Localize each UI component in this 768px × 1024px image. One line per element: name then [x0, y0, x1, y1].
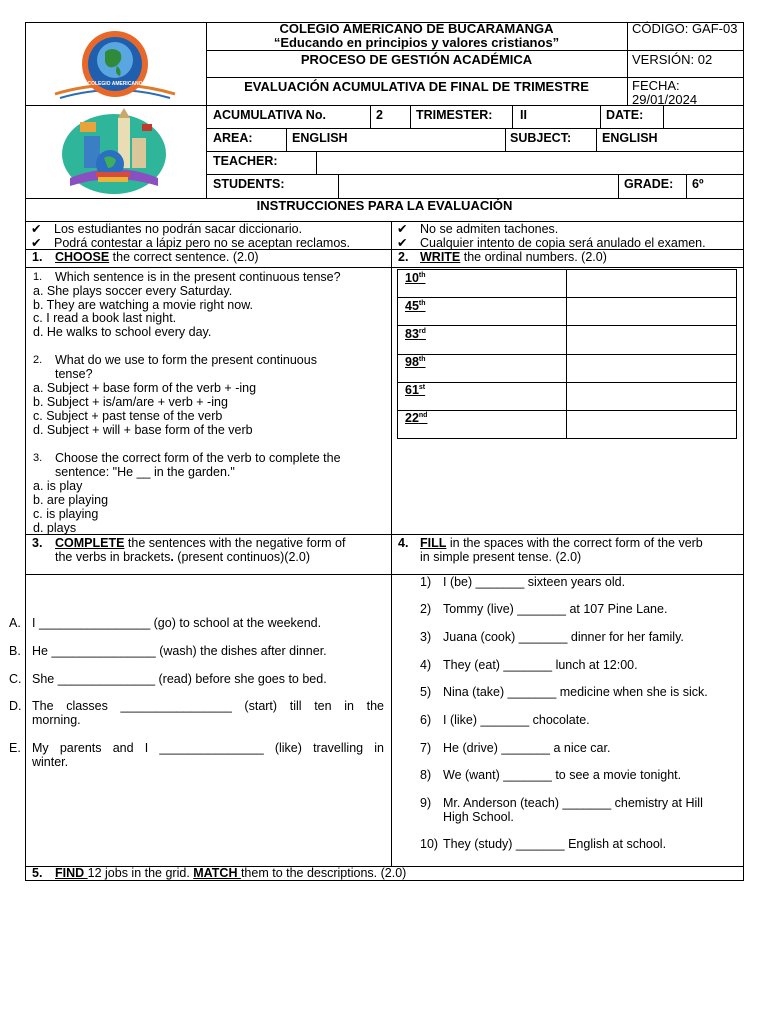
instruction-check-3: ✔	[397, 222, 408, 236]
q2-text-2: tense?	[55, 367, 93, 381]
instruction-left-1: Los estudiantes no podrán sacar diccionario.	[54, 222, 303, 236]
section1-verb: CHOOSE	[55, 250, 110, 264]
s4-num-4: 4)	[420, 658, 432, 672]
section1-number: 1.	[32, 250, 43, 264]
s4-item-8[interactable]: We (want) _______ to see a movie tonight.	[443, 768, 682, 782]
s3-item-d[interactable]: The classes ________________ (start) till ten in the	[32, 699, 384, 713]
q1-text: Which sentence is in the present continuous tense?	[55, 270, 341, 284]
q3-text-2: sentence: "He __ in the garden."	[55, 465, 235, 479]
section2-heading	[420, 250, 607, 264]
q2-text: What do we use to form the present continuous	[55, 353, 317, 367]
s3-item-d-2: morning.	[32, 713, 81, 727]
ordinal-5: 61st	[405, 383, 426, 397]
ordinal-4: 98th	[405, 355, 426, 369]
s4-num-3: 3)	[420, 630, 432, 644]
s3-letter-e: E.	[9, 741, 21, 755]
s3-letter-d: D.	[9, 699, 22, 713]
ordinal-1: 10th	[405, 271, 426, 285]
s3-item-e[interactable]: My parents and I _______________ (like) travelling in	[32, 741, 384, 755]
section5-number: 5.	[32, 866, 43, 880]
document-date-label: FECHA:	[632, 78, 680, 93]
s4-num-7: 7)	[420, 741, 432, 755]
students-label: STUDENTS:	[213, 177, 285, 191]
instruction-right-1: No se admiten tachones.	[420, 222, 559, 236]
s3-item-b[interactable]: He _______________ (wash) the dishes after dinner.	[32, 644, 327, 658]
grade-label: GRADE:	[624, 177, 674, 191]
q3-number: 3.	[33, 452, 43, 464]
instructions-title: INSTRUCCIONES PARA LA EVALUACIÓN	[256, 198, 513, 213]
section3-heading	[55, 536, 385, 550]
section4-heading	[420, 536, 703, 550]
s4-num-2: 2)	[420, 602, 432, 616]
q1-number: 1.	[33, 271, 43, 283]
instruction-check-1: ✔	[31, 222, 42, 236]
evaluation-title: EVALUACIÓN ACUMULATIVA DE FINAL DE TRIMESTRE	[244, 79, 589, 94]
s4-num-6: 6)	[420, 713, 432, 727]
subject-illustration	[60, 108, 168, 196]
trimester-label: TRIMESTER:	[416, 108, 493, 122]
ordinal-answer-5[interactable]	[568, 383, 736, 409]
area-label: AREA:	[213, 131, 253, 145]
trimester-value: II	[520, 108, 527, 122]
section1-heading	[55, 250, 259, 264]
teacher-field[interactable]	[318, 152, 742, 173]
q3-text: Choose the correct form of the verb to complete the	[55, 451, 341, 465]
q2-option-d[interactable]: d. Subject + will + base form of the verb	[33, 423, 253, 437]
s4-item-3[interactable]: Juana (cook) _______ dinner for her family.	[443, 630, 684, 644]
section4-verb: FILL	[420, 536, 447, 550]
s4-item-7[interactable]: He (drive) _______ a nice car.	[443, 741, 611, 755]
q3-option-b[interactable]: b. are playing	[33, 493, 109, 507]
date-label: DATE:	[606, 108, 644, 122]
s4-num-1: 1)	[420, 575, 432, 589]
ordinal-answer-4[interactable]	[568, 355, 736, 381]
s3-letter-a: A.	[9, 616, 21, 630]
school-name: COLEGIO AMERICANO DE BUCARAMANGA	[279, 21, 554, 36]
s3-item-a[interactable]: I ________________ (go) to school at the weekend.	[32, 616, 322, 630]
document-version: VERSIÓN: 02	[632, 52, 713, 67]
s4-item-2[interactable]: Tommy (live) _______ at 107 Pine Lane.	[443, 602, 668, 616]
s3-letter-c: C.	[9, 672, 22, 686]
grade-value: 6º	[692, 177, 704, 191]
s4-item-4[interactable]: They (eat) _______ lunch at 12:00.	[443, 658, 638, 672]
s3-item-e-2: winter.	[32, 755, 69, 769]
s3-letter-b: B.	[9, 644, 21, 658]
section3-rest: the sentences with the negative form of	[124, 536, 346, 550]
school-logo	[50, 26, 180, 102]
subject-value: ENGLISH	[602, 131, 658, 145]
section3-heading-2: the verbs in brackets. (present continuos)(2.0)	[55, 550, 311, 564]
ordinal-answer-2[interactable]	[568, 298, 736, 324]
s4-num-10: 10)	[420, 837, 439, 851]
instruction-check-4: ✔	[397, 236, 408, 250]
ordinal-answer-3[interactable]	[568, 326, 736, 353]
ordinal-2: 45th	[405, 299, 426, 313]
s4-item-9[interactable]: Mr. Anderson (teach) _______ chemistry at Hill	[443, 796, 703, 810]
section1-rest: the correct sentence. (2.0)	[109, 250, 259, 264]
s4-item-10[interactable]: They (study) _______ English at school.	[443, 837, 667, 851]
q2-option-b[interactable]: b. Subject + is/am/are + verb + -ing	[33, 395, 228, 409]
q1-option-d[interactable]: d. He walks to school every day.	[33, 325, 212, 339]
school-motto: “Educando en principios y valores cristianos”	[273, 35, 560, 50]
section5-heading: FIND 12 jobs in the grid. MATCH them to the descriptions. (2.0)	[55, 866, 407, 880]
document-code: CÓDIGO: GAF-03	[632, 21, 738, 36]
section2-number: 2.	[398, 250, 409, 264]
instruction-right-2: Cualquier intento de copia será anulado el examen.	[420, 236, 706, 250]
acumulativa-value: 2	[376, 108, 383, 122]
section2-rest: the ordinal numbers. (2.0)	[460, 250, 607, 264]
q2-option-a[interactable]: a. Subject + base form of the verb + -ing	[33, 381, 257, 395]
svg-text:COLEGIO AMERICANO: COLEGIO AMERICANO	[87, 81, 143, 87]
process-title: PROCESO DE GESTIÓN ACADÉMICA	[300, 52, 533, 67]
instruction-left-2: Podrá contestar a lápiz pero no se aceptan reclamos.	[54, 236, 351, 250]
q2-number: 2.	[33, 354, 43, 366]
section5-verb2: MATCH	[193, 866, 241, 880]
ordinal-3: 83rd	[405, 327, 426, 341]
q1-option-b[interactable]: b. They are watching a movie right now.	[33, 298, 254, 312]
ordinal-answer-1[interactable]	[568, 270, 736, 296]
section3-number: 3.	[32, 536, 43, 550]
instruction-check-2: ✔	[31, 236, 42, 250]
document-date-value: 29/01/2024	[632, 92, 698, 107]
section5-verb: FIND	[55, 866, 88, 880]
s4-num-5: 5)	[420, 685, 432, 699]
s4-item-9-2: High School.	[443, 810, 514, 824]
s4-item-6[interactable]: I (like) _______ chocolate.	[443, 713, 590, 727]
ordinal-answer-6[interactable]	[568, 411, 736, 438]
area-value: ENGLISH	[292, 131, 348, 145]
s4-num-9: 9)	[420, 796, 432, 810]
q3-option-d[interactable]: d. plays	[33, 521, 77, 535]
s4-num-8: 8)	[420, 768, 432, 782]
section4-rest: in the spaces with the correct form of the verb	[446, 536, 703, 550]
section3-verb: COMPLETE	[55, 536, 125, 550]
q3-option-a[interactable]: a. is play	[33, 479, 83, 493]
subject-label: SUBJECT:	[510, 131, 572, 145]
teacher-label: TEACHER:	[213, 154, 278, 168]
acumulativa-label: ACUMULATIVA No.	[213, 108, 326, 122]
s4-item-1[interactable]: I (be) _______ sixteen years old.	[443, 575, 626, 589]
ordinal-6: 22nd	[405, 411, 428, 425]
s3-item-c[interactable]: She ______________ (read) before she goes to bed.	[32, 672, 327, 686]
section4-number: 4.	[398, 536, 409, 550]
q3-option-c[interactable]: c. is playing	[33, 507, 99, 521]
section4-heading-2: in simple present tense. (2.0)	[420, 550, 582, 564]
s4-item-5[interactable]: Nina (take) _______ medicine when she is sick.	[443, 685, 708, 699]
students-field[interactable]	[340, 175, 617, 198]
section2-verb: WRITE	[420, 250, 461, 264]
q1-option-c[interactable]: c. I read a book last night.	[33, 311, 177, 325]
q1-option-a[interactable]: a. She plays soccer every Saturday.	[33, 284, 233, 298]
q2-option-c[interactable]: c. Subject + past tense of the verb	[33, 409, 223, 423]
